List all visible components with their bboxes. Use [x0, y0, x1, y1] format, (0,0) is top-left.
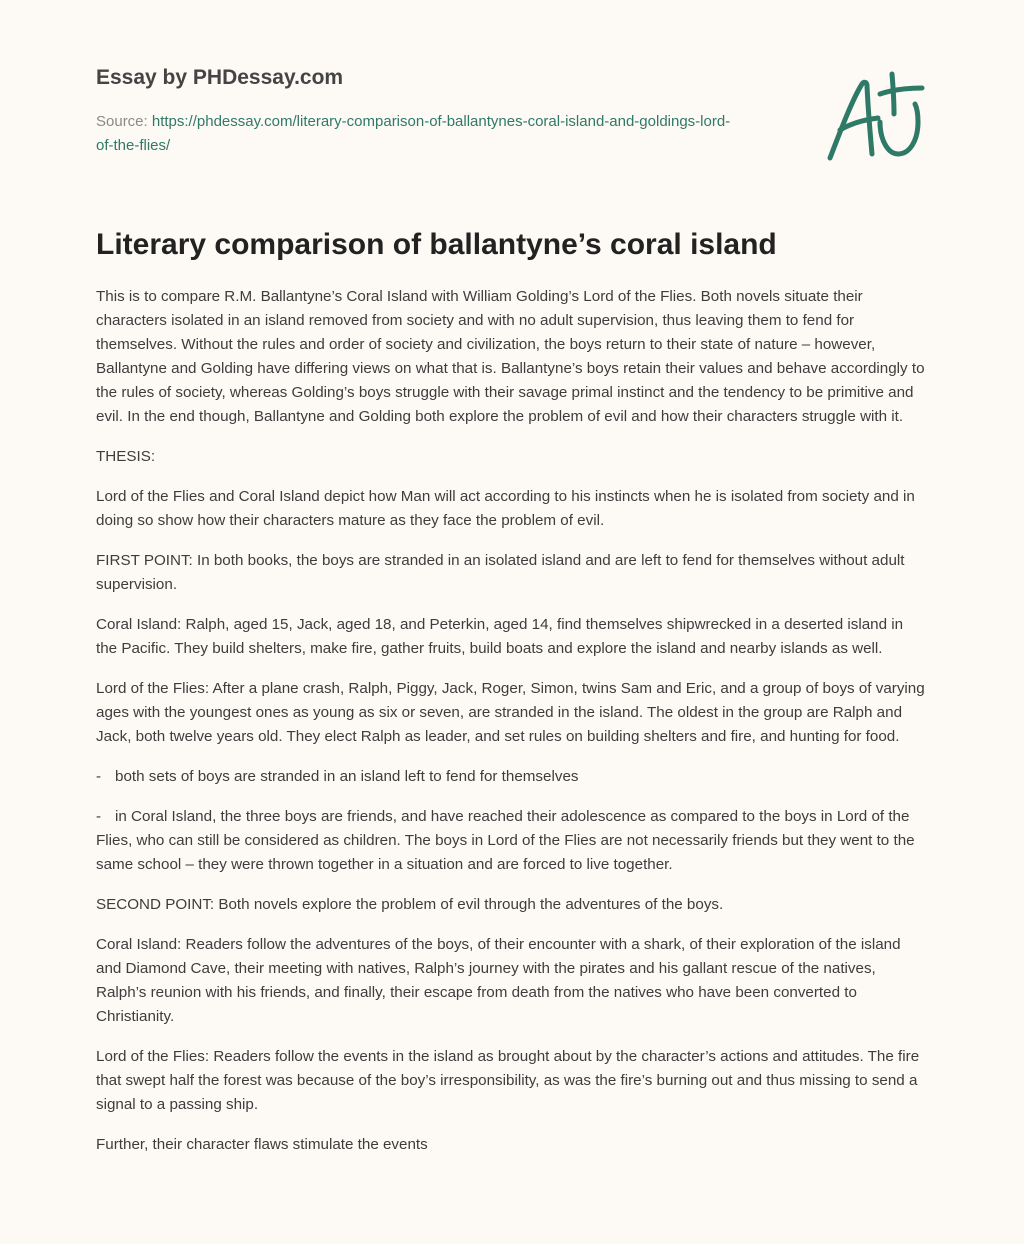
header	[96, 62, 736, 158]
article-body	[96, 285, 926, 1173]
paragraph: Lord of the Flies: After a plane crash, Ralph, Piggy, Jack, Roger, Simon, twins Sam and Eric, and a group of boys of varying ages with the youngest ones as young as six or seven, are stranded in the island. The oldest in the group are Ralph and Jack, both twelve years old. They elect Ralph as leader, and set rules on building shelters and fire, and hunting for food.	[96, 680, 925, 745]
source-label: Source:	[96, 113, 152, 130]
paragraph: Coral Island: Readers follow the adventures of the boys, of their encounter with a shark, of their exploration of the island and Diamond Cave, their meeting with natives, Ralph’s journey with the pirates and his gallant rescue of the natives, Ralph’s reunion with his friends, and finally, their escape from death from the natives who have been converted to Christianity.	[96, 936, 901, 1025]
bullet-marker: -	[96, 768, 102, 785]
source-link[interactable]: https://phdessay.com/literary-comparison-of-ballantynes-coral-island-and-goldings-lord-of-the-flies/	[96, 113, 731, 154]
paragraph: This is to compare R.M. Ballantyne’s Coral Island with William Golding’s Lord of the Flies. Both novels situate their characters isolated in an island removed from society and with no adult supervision, thus leaving them to fend for themselves. Without the rules and order of society and civilization, the boys return to their state of nature – however, Ballantyne and Golding have differing views on what that is. Ballantyne’s boys retain their values and behave accordingly to the rules of society, whereas Golding’s boys struggle with their savage primal instinct and the tendency to be primitive and evil. In the end though, Ballantyne and Golding both explore the problem of evil and how their characters struggle with it.	[96, 288, 925, 425]
paragraph: Lord of the Flies and Coral Island depict how Man will act according to his instincts when he is isolated from society and in doing so show how their characters mature as they face the problem of evil.	[96, 488, 915, 529]
bullet-item	[96, 765, 926, 789]
paragraph: SECOND POINT: Both novels explore the problem of evil through the adventures of the boys.	[96, 896, 724, 913]
bullet-text: in Coral Island, the three boys are friends, and have reached their adolescence as compared to the boys in Lord of the Flies, who can still be considered as children. The boys in Lord of the Flies are not necessarily friends but they went to the same school – they were thrown together in a situation and are forced to live together.	[96, 808, 915, 873]
article-title: Literary comparison of ballantyne’s coral island	[96, 228, 777, 261]
paragraph: FIRST POINT: In both books, the boys are stranded in an isolated island and are left to fend for themselves without adult supervision.	[96, 552, 905, 593]
bullet-marker: -	[96, 808, 102, 825]
paragraph: Coral Island: Ralph, aged 15, Jack, aged 18, and Peterkin, aged 14, find themselves shipwrecked in a deserted island in the Pacific. They build shelters, make fire, gather fruits, build boats and explore the island and nearby islands as well.	[96, 616, 904, 657]
bullet-item	[96, 805, 926, 877]
bullet-text: both sets of boys are stranded in an island left to fend for themselves	[115, 768, 579, 785]
paragraph: Further, their character flaws stimulate the events	[96, 1136, 428, 1153]
a-plus-grade-icon	[822, 70, 926, 166]
site-title: Essay by PHDessay.com	[96, 66, 344, 89]
paragraph: Lord of the Flies: Readers follow the events in the island as brought about by the character’s actions and attitudes. The fire that swept half the forest was because of the boy’s irresponsibility, as was the fire’s burning out and thus missing to send a signal to a passing ship.	[96, 1048, 920, 1113]
paragraph: THESIS:	[96, 448, 156, 465]
source-line	[96, 110, 736, 158]
